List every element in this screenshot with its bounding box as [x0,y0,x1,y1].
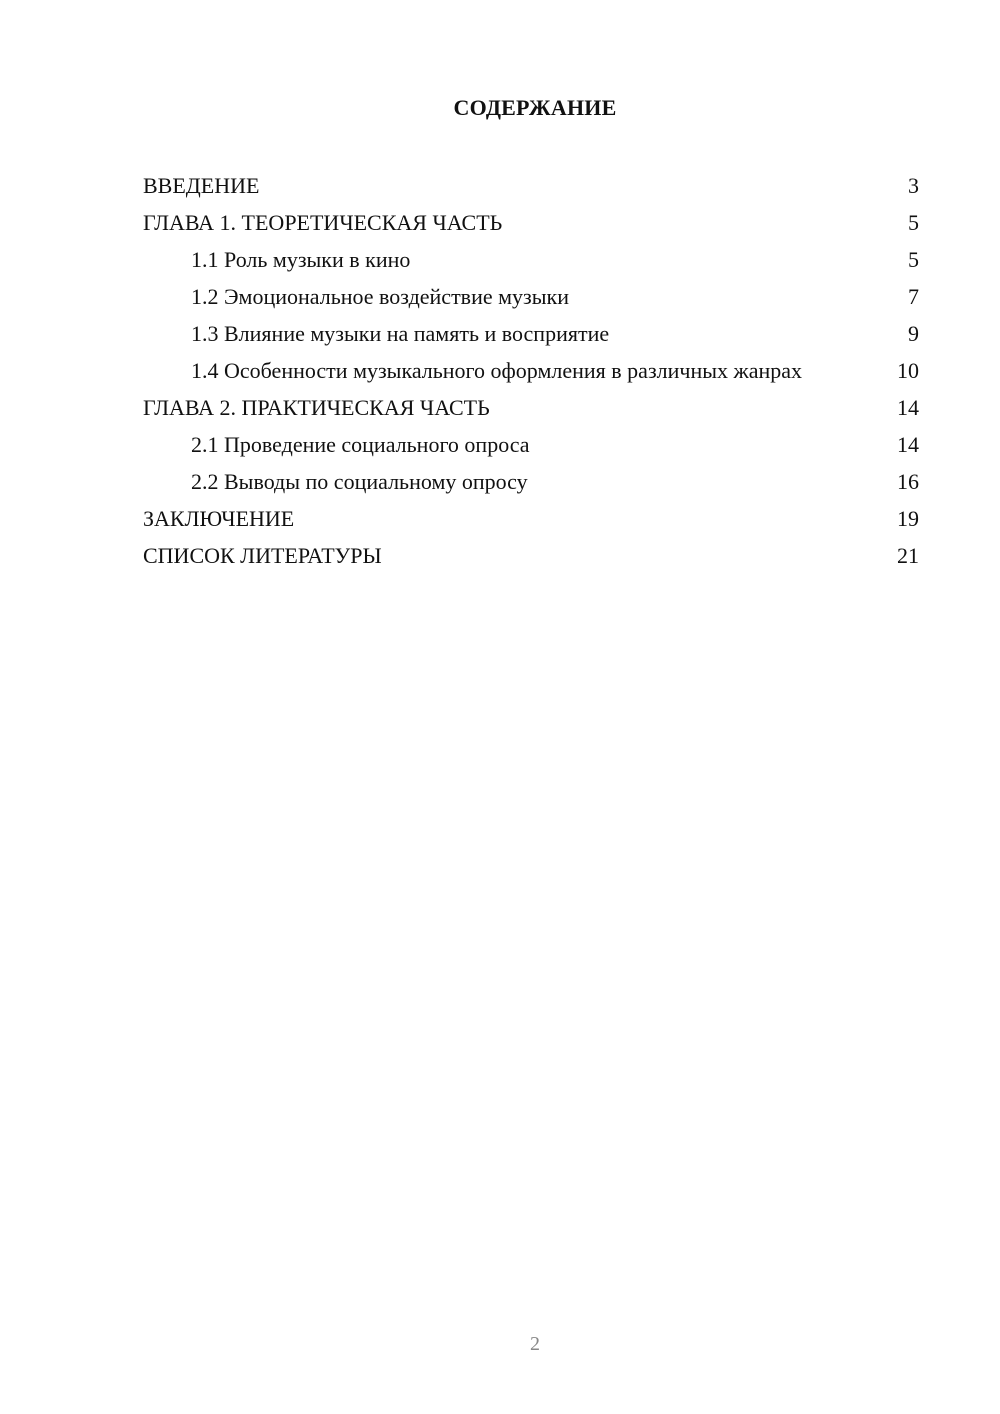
toc-entry-label: 2.1 Проведение социального опроса [191,432,530,457]
toc-entry-label: ГЛАВА 2. ПРАКТИЧЕСКАЯ ЧАСТЬ [143,395,490,420]
toc-entry-page: 21 [897,543,919,568]
toc-entry-section-1-1[interactable] [143,242,919,279]
toc-entry-page: 14 [897,432,919,457]
toc-entry-section-2-1[interactable] [143,427,919,464]
toc-entry-chapter-2[interactable] [143,390,919,427]
page-title: СОДЕРЖАНИЕ [453,95,617,120]
toc-entry-section-1-2[interactable] [143,279,919,316]
toc-entry-section-1-3[interactable] [143,316,919,353]
toc-entry-label: 1.2 Эмоциональное воздействие музыки [191,284,569,309]
toc-entry-label: ВВЕДЕНИЕ [143,173,260,198]
toc-entry-label: ГЛАВА 1. ТЕОРЕТИЧЕСКАЯ ЧАСТЬ [143,210,503,235]
toc-entry-references[interactable] [143,538,919,575]
toc-entry-page: 5 [908,210,919,235]
toc-entry-label: 2.2 Выводы по социальному опросу [191,469,528,494]
toc-entry-page: 16 [897,469,919,494]
toc-entry-section-1-4[interactable] [143,353,919,390]
toc-entry-introduction[interactable] [143,168,919,205]
toc-entry-page: 19 [897,506,919,531]
toc-entry-section-2-2[interactable] [143,464,919,501]
toc-entry-page: 10 [897,358,919,383]
table-of-contents [143,168,919,575]
toc-entry-page: 3 [908,173,919,198]
toc-entry-chapter-1[interactable] [143,205,919,242]
toc-entry-page: 14 [897,395,919,420]
page-number: 2 [530,1333,540,1355]
toc-entry-label: 1.4 Особенности музыкального оформления в различных жанрах [191,358,803,383]
toc-entry-label: СПИСОК ЛИТЕРАТУРЫ [143,543,382,568]
toc-entry-label: ЗАКЛЮЧЕНИЕ [143,506,295,531]
toc-entry-conclusion[interactable] [143,501,919,538]
toc-entry-page: 9 [908,321,919,346]
toc-entry-label: 1.3 Влияние музыки на память и восприятие [191,321,610,346]
toc-entry-label: 1.1 Роль музыки в кино [191,247,411,272]
toc-entry-page: 5 [908,247,919,272]
toc-entry-page: 7 [908,284,919,309]
